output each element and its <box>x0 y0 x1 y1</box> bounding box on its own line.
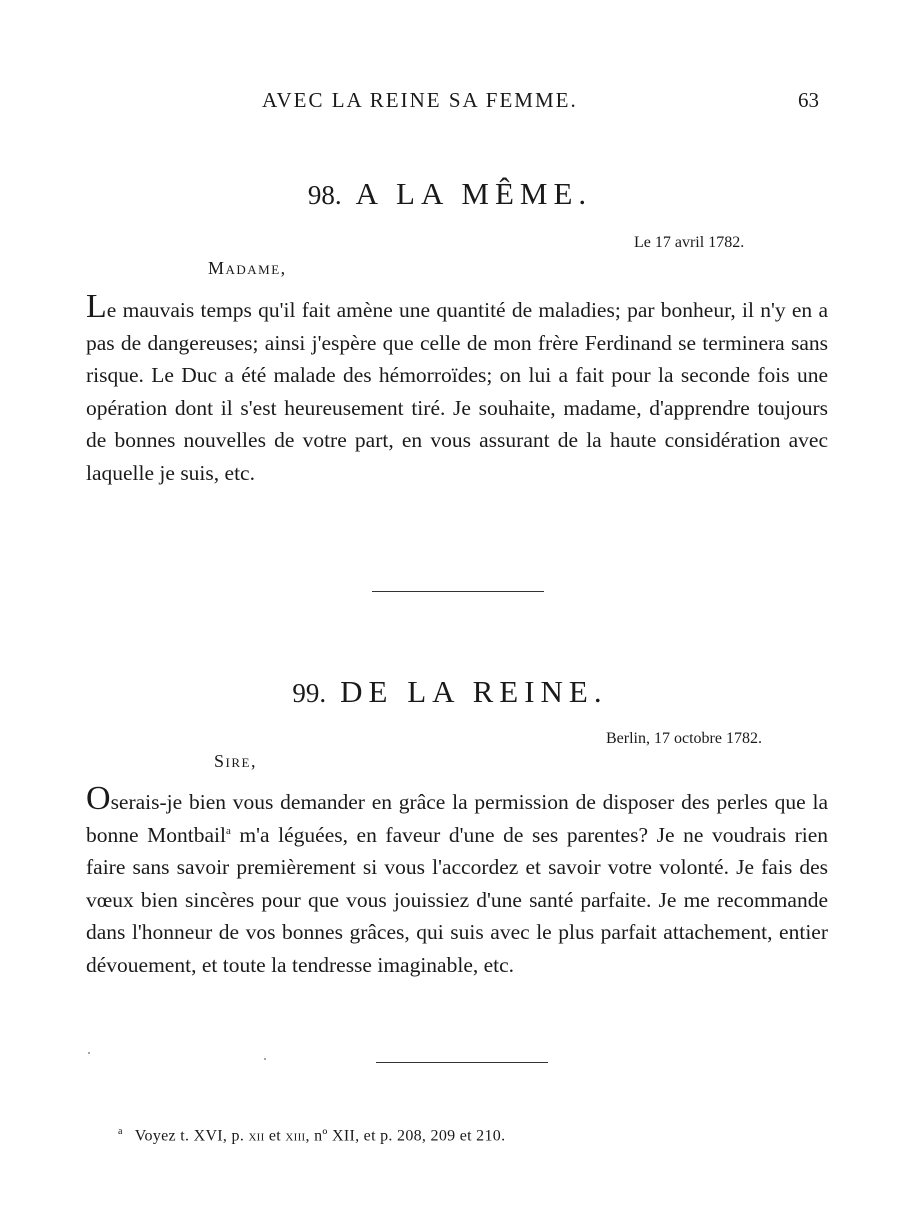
footnote-text: et <box>264 1127 286 1145</box>
drop-cap: L <box>86 288 107 325</box>
footnote-roman: xii <box>248 1127 265 1145</box>
letter-text-part-2: m'a léguées, en faveur d'une de ses parentes? Je ne voudrais rien faire sans savoir premièrement si vous l'accordez et savoir votre volonté. Je fais des vœux bien sincères pour que vous jouissiez d'une santé parfaite. Je me recommande dans l'honneur de vos bonnes grâces, qui suis avec le plus parfait attachement, entier dévouement, et toute la tendresse imaginable, etc. <box>86 822 828 977</box>
footnote-reference: a <box>225 824 231 837</box>
letter-text: e mauvais temps qu'il fait amène une quantité de maladies; par bonheur, il n'y en a pas de dangereuses; ainsi j'espère que celle de mon frère Ferdinand se terminera sans risque. Le Duc a été malade des hémorroïdes; on lui a fait pour la seconde fois une opération dont il s'est heureusement tiré. Je souhaite, madame, d'apprendre toujours de bonnes nouvelles de votre part, en vous assurant de la haute considération avec laquelle je suis, etc. <box>86 298 828 485</box>
dateline: Berlin, 17 octobre 1782. <box>606 730 762 747</box>
letter-body <box>86 288 828 489</box>
print-speck <box>264 1058 266 1060</box>
footnote-text: Voyez t. XVI, p. <box>134 1127 249 1145</box>
print-speck <box>88 1052 90 1054</box>
letter-heading-99 <box>0 674 900 710</box>
letter-heading-98 <box>0 176 900 212</box>
footnote-divider <box>376 1062 548 1063</box>
drop-cap: O <box>86 780 111 817</box>
section-divider <box>372 591 544 592</box>
letter-number: 99. <box>292 678 327 708</box>
page-number: 63 <box>798 88 819 112</box>
footnote-roman: xiii <box>285 1127 306 1145</box>
salutation: Madame, <box>208 258 287 278</box>
letter-title: DE LA REINE. <box>340 674 608 709</box>
footnote-mark: a <box>118 1126 123 1137</box>
dateline: Le 17 avril 1782. <box>634 234 745 251</box>
footnote <box>118 1126 505 1145</box>
letter-number: 98. <box>307 180 342 210</box>
running-title: AVEC LA REINE SA FEMME. <box>262 88 578 112</box>
footnote-text: , nº XII, et p. 208, 209 et 210. <box>305 1127 506 1145</box>
salutation: Sire, <box>214 751 257 771</box>
letter-body <box>86 780 828 981</box>
letter-text-part-1: serais-je bien vous demander en grâce la permission de disposer des perles que la bonne Montbail <box>86 790 828 847</box>
letter-title: A LA MÊME. <box>355 176 593 211</box>
